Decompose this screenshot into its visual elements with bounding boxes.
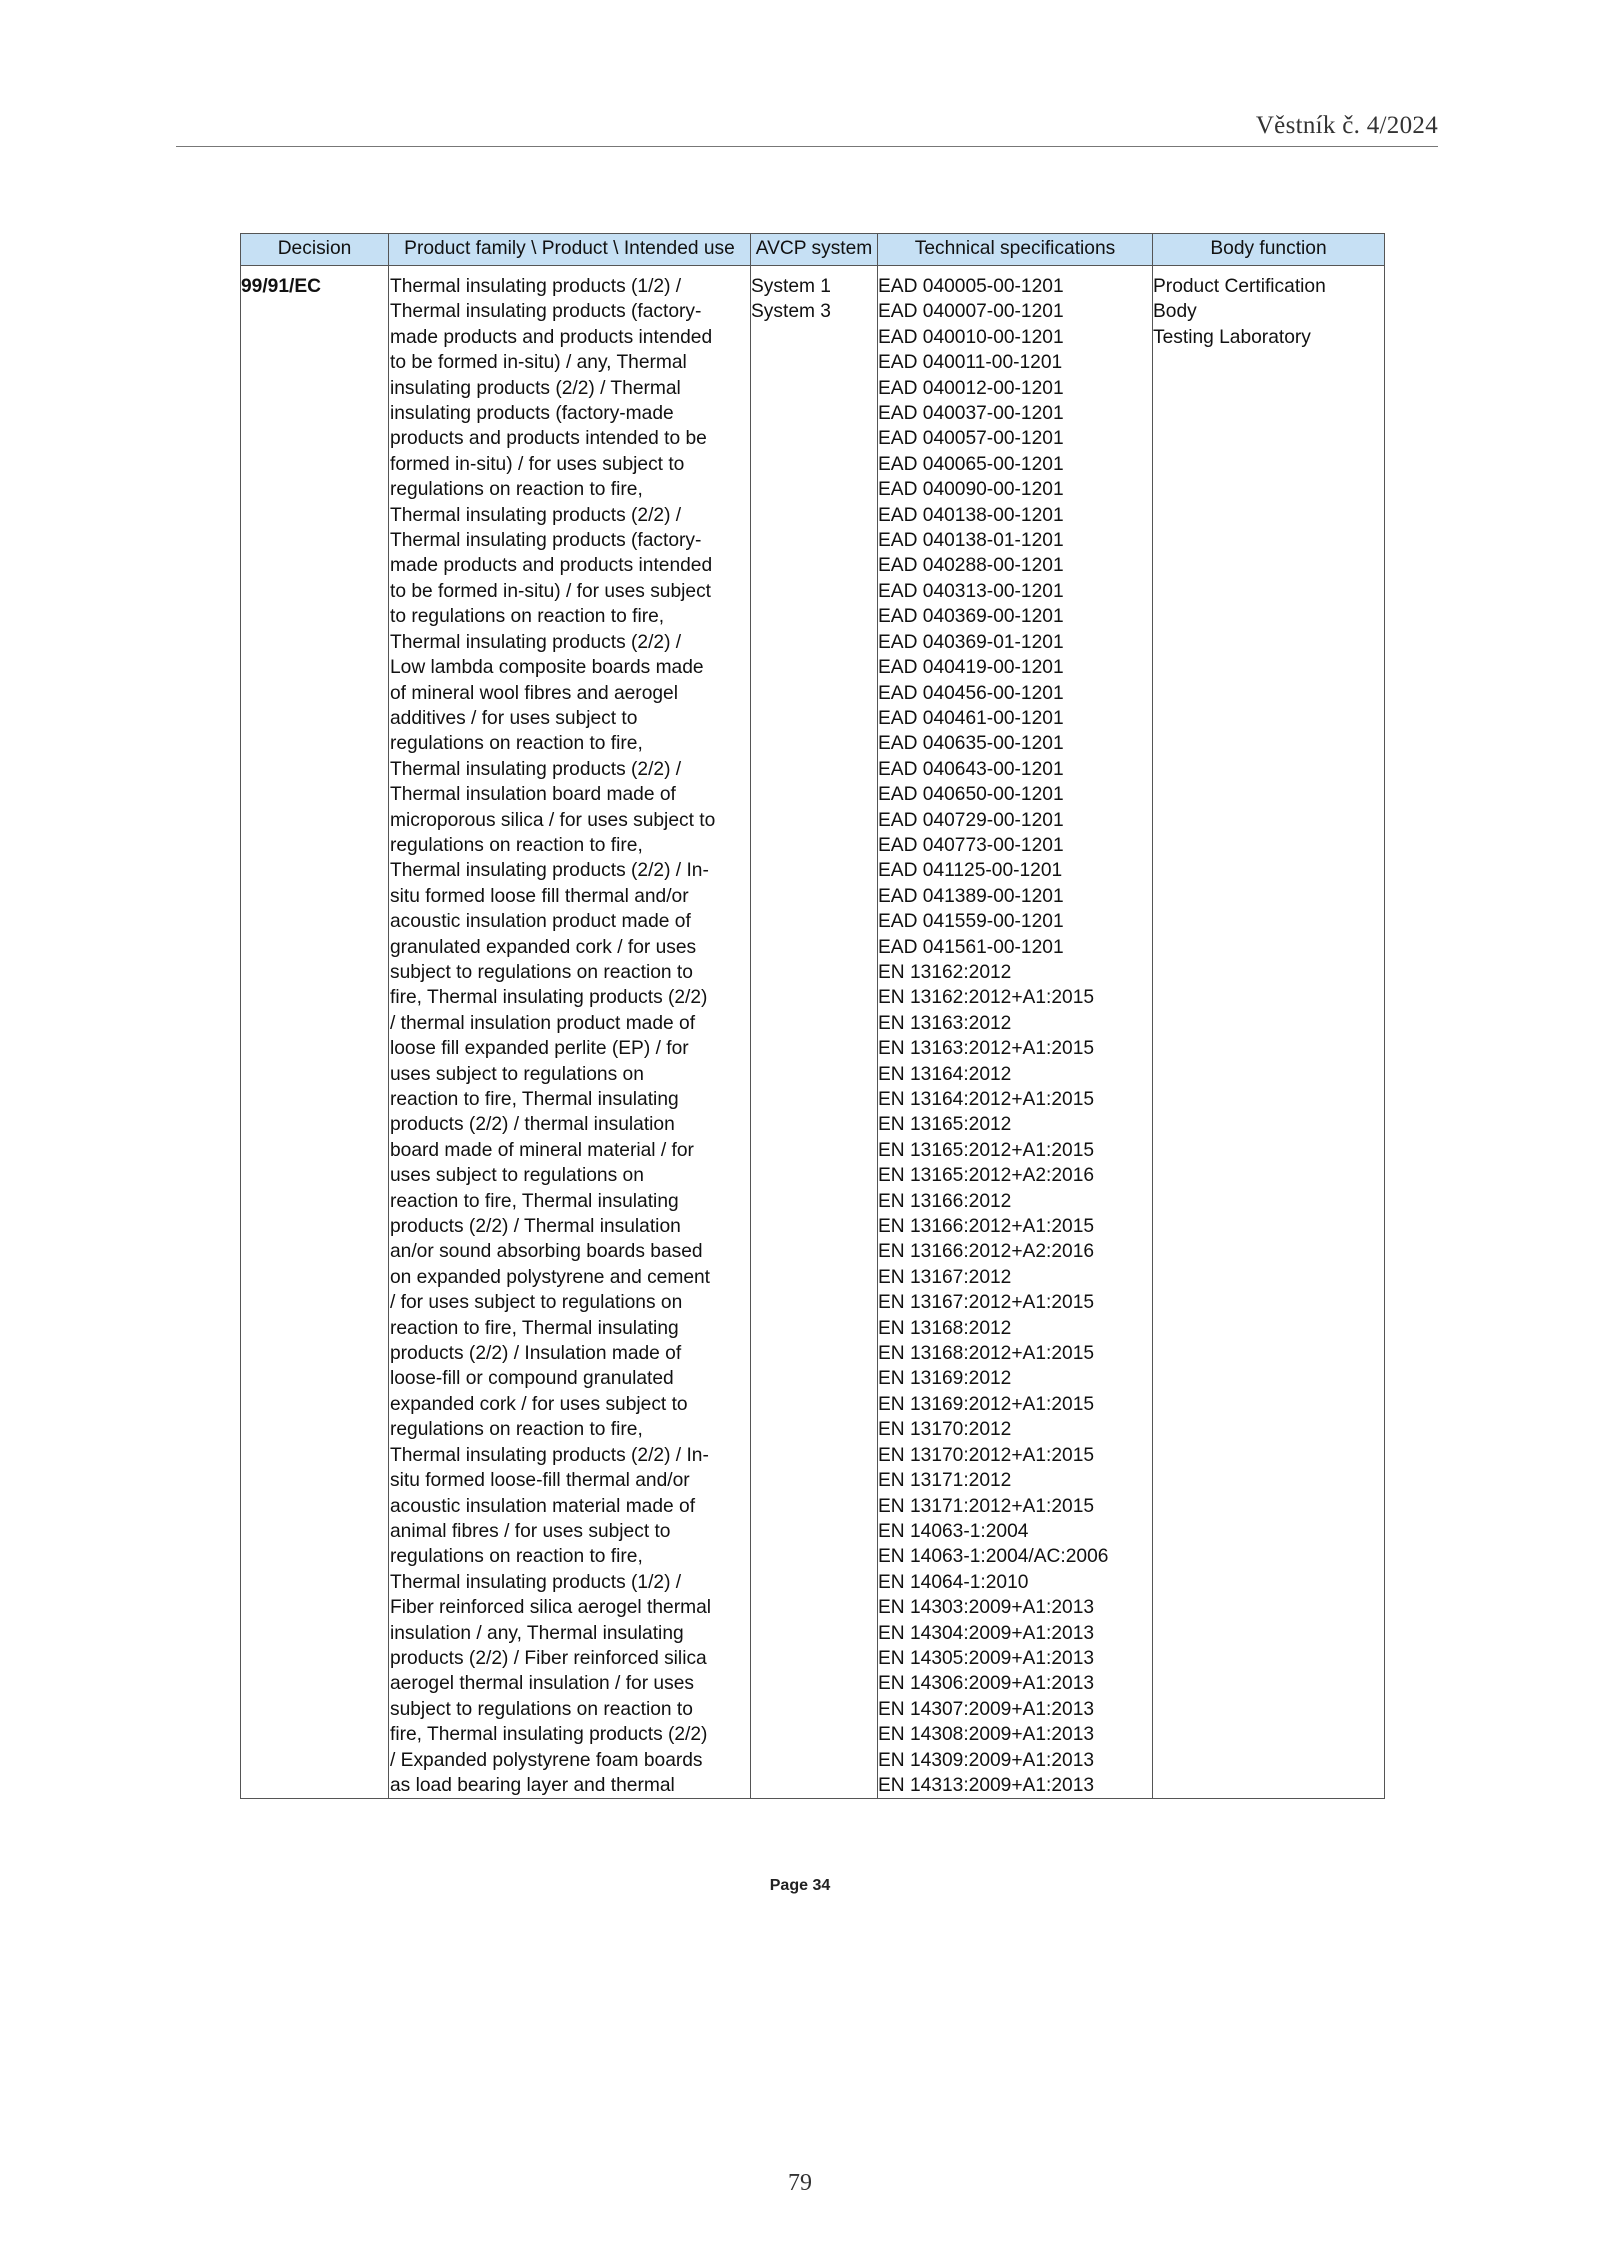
page-label: Page 34	[769, 1877, 831, 1894]
product-line: / Expanded polystyrene foam boards	[390, 1749, 703, 1771]
product-line: Fiber reinforced silica aerogel thermal	[390, 1597, 711, 1619]
spec-line: EAD 040065-00-1201	[878, 453, 1064, 475]
spec-line: EAD 040011-00-1201	[878, 352, 1063, 374]
product-line: made products and products intended	[390, 326, 713, 348]
product-line: loose fill expanded perlite (EP) / for	[390, 1038, 689, 1060]
spec-line: EN 14307:2009+A1:2013	[878, 1698, 1095, 1720]
decision-code: 99/91/EC	[241, 276, 322, 297]
product-line: subject to regulations on reaction to	[390, 1698, 693, 1720]
product-line: insulating products (2/2) / Thermal	[390, 377, 681, 399]
spec-line: EAD 041389-00-1201	[878, 885, 1064, 907]
spec-line: EN 13162:2012+A1:2015	[878, 987, 1095, 1009]
product-line: to regulations on reaction to fire,	[390, 606, 665, 628]
avcp-lines	[751, 274, 877, 325]
column-header-product: Product family \ Product \ Intended use	[389, 234, 751, 266]
product-line: regulations on reaction to fire,	[390, 733, 643, 755]
spacer-row	[241, 266, 1385, 275]
spec-line: EAD 040461-00-1201	[878, 707, 1064, 729]
product-line: of mineral wool fibres and aerogel	[390, 682, 678, 704]
product-line: reaction to fire, Thermal insulating	[390, 1317, 679, 1339]
spec-line: EAD 040005-00-1201	[878, 276, 1064, 297]
product-line: loose-fill or compound granulated	[390, 1368, 674, 1390]
product-line: situ formed loose-fill thermal and/or	[390, 1470, 690, 1492]
column-header-specs: Technical specifications	[878, 234, 1153, 266]
spec-line: EAD 040012-00-1201	[878, 377, 1064, 399]
product-line: situ formed loose fill thermal and/or	[390, 885, 689, 907]
spec-line: EN 14308:2009+A1:2013	[878, 1724, 1095, 1746]
spec-line: EN 13165:2012	[878, 1114, 1012, 1136]
column-header-avcp: AVCP system	[751, 234, 878, 266]
spec-lines	[878, 274, 1152, 1798]
product-line: fire, Thermal insulating products (2/2)	[390, 1724, 708, 1746]
page-number: 79	[788, 2170, 812, 2196]
spec-line: EAD 040773-00-1201	[878, 834, 1064, 856]
spec-line: EN 13170:2012+A1:2015	[878, 1444, 1095, 1466]
product-line: acoustic insulation product made of	[390, 911, 691, 933]
product-line: / thermal insulation product made of	[390, 1012, 696, 1034]
product-line: reaction to fire, Thermal insulating	[390, 1089, 679, 1110]
spec-line: EAD 040090-00-1201	[878, 479, 1064, 501]
product-line: Thermal insulating products (factory-	[390, 301, 702, 323]
product-line: Thermal insulating products (2/2) /	[390, 631, 682, 653]
spec-line: EN 13167:2012+A1:2015	[878, 1292, 1095, 1314]
spec-line: EAD 040010-00-1201	[878, 326, 1064, 348]
spec-line: EAD 041559-00-1201	[878, 911, 1064, 933]
spec-line: EN 13165:2012+A1:2015	[878, 1139, 1095, 1161]
product-line: Thermal insulating products (2/2) /	[390, 504, 682, 526]
spec-line: EN 13164:2012+A1:2015	[878, 1089, 1095, 1110]
spec-line: EN 13171:2012	[878, 1470, 1012, 1492]
product-line: regulations on reaction to fire,	[390, 1546, 643, 1568]
product-line: / for uses subject to regulations on	[390, 1292, 683, 1314]
spec-line: EN 13167:2012	[878, 1266, 1012, 1288]
spec-line: EAD 041561-00-1201	[878, 936, 1064, 958]
spec-line: EN 14063-1:2004/AC:2006	[878, 1546, 1109, 1568]
avcp-cell	[751, 274, 878, 1799]
spec-line: EN 13163:2012+A1:2015	[878, 1038, 1095, 1060]
spec-line: EAD 040650-00-1201	[878, 784, 1064, 806]
spec-line: EN 13166:2012	[878, 1190, 1012, 1212]
product-line: Thermal insulating products (factory-	[390, 530, 702, 552]
product-line: insulation / any, Thermal insulating	[390, 1622, 684, 1644]
spec-line: EAD 040138-01-1201	[878, 530, 1064, 552]
product-line: aerogel thermal insulation / for uses	[390, 1673, 694, 1695]
table-header-row	[241, 234, 1385, 266]
product-line: acoustic insulation material made of	[390, 1495, 696, 1517]
product-line: Low lambda composite boards made	[390, 657, 704, 679]
product-line: products (2/2) / Insulation made of	[390, 1343, 682, 1365]
column-header-body: Body function	[1153, 234, 1385, 266]
product-line: regulations on reaction to fire,	[390, 834, 643, 856]
spec-line: EAD 040057-00-1201	[878, 428, 1064, 450]
product-line: fire, Thermal insulating products (2/2)	[390, 987, 708, 1009]
spec-line: EN 13168:2012+A1:2015	[878, 1343, 1095, 1365]
product-line: Thermal insulating products (2/2) / In-	[390, 1444, 709, 1466]
product-line: to be formed in-situ) / for uses subject	[390, 580, 711, 602]
spec-line: EAD 040007-00-1201	[878, 301, 1064, 323]
product-line: additives / for uses subject to	[390, 707, 638, 729]
body-line: Testing Laboratory	[1153, 326, 1311, 348]
spec-line: EN 13163:2012	[878, 1012, 1012, 1034]
spec-line: EN 14303:2009+A1:2013	[878, 1597, 1095, 1619]
spec-line: EAD 040419-00-1201	[878, 657, 1064, 679]
spec-line: EAD 040635-00-1201	[878, 733, 1064, 755]
product-line: expanded cork / for uses subject to	[390, 1393, 688, 1415]
spec-line: EN 13166:2012+A1:2015	[878, 1216, 1095, 1238]
spec-line: EAD 040369-01-1201	[878, 631, 1064, 653]
product-line: Thermal insulating products (1/2) /	[390, 1571, 682, 1593]
spec-line: EN 13164:2012	[878, 1063, 1012, 1085]
product-line: Thermal insulating products (2/2) /	[390, 758, 682, 780]
body-lines	[1153, 274, 1384, 350]
body-line: Body	[1153, 301, 1197, 323]
product-line: to be formed in-situ) / any, Thermal	[390, 352, 687, 374]
product-lines	[390, 274, 750, 1798]
spec-line: EAD 040643-00-1201	[878, 758, 1064, 780]
product-cell	[389, 274, 751, 1799]
body-line: Product Certification	[1153, 276, 1326, 297]
body-cell	[1153, 274, 1385, 1799]
spec-line: EN 13171:2012+A1:2015	[878, 1495, 1095, 1517]
column-header-decision: Decision	[241, 234, 389, 266]
product-line: insulating products (factory-made	[390, 403, 674, 425]
product-line: regulations on reaction to fire,	[390, 479, 643, 501]
spec-line: EN 14305:2009+A1:2013	[878, 1647, 1095, 1669]
product-line: on expanded polystyrene and cement	[390, 1266, 711, 1288]
product-line: animal fibres / for uses subject to	[390, 1520, 671, 1542]
spec-line: EN 13166:2012+A2:2016	[878, 1241, 1095, 1263]
spec-line: EN 13165:2012+A2:2016	[878, 1165, 1095, 1187]
spec-line: EAD 041125-00-1201	[878, 860, 1063, 882]
journal-header	[176, 112, 1438, 147]
product-line: products (2/2) / Thermal insulation	[390, 1216, 681, 1238]
spec-line: EN 14304:2009+A1:2013	[878, 1622, 1095, 1644]
product-line: microporous silica / for uses subject to	[390, 809, 716, 831]
product-line: uses subject to regulations on	[390, 1165, 644, 1187]
spec-line: EN 13168:2012	[878, 1317, 1012, 1339]
product-line: formed in-situ) / for uses subject to	[390, 453, 685, 475]
spec-line: EAD 040288-00-1201	[878, 555, 1064, 577]
journal-title: Věstník č. 4/2024	[1255, 112, 1438, 139]
spec-line: EAD 040729-00-1201	[878, 809, 1064, 831]
product-line: Thermal insulating products (1/2) /	[390, 276, 682, 297]
spec-line: EN 13169:2012+A1:2015	[878, 1393, 1095, 1415]
specs-cell	[878, 274, 1153, 1799]
spec-line: EAD 040313-00-1201	[878, 580, 1064, 602]
spec-line: EN 14309:2009+A1:2013	[878, 1749, 1095, 1771]
spec-line: EAD 040138-00-1201	[878, 504, 1064, 526]
spec-line: EN 14306:2009+A1:2013	[878, 1673, 1095, 1695]
product-line: products and products intended to be	[390, 428, 707, 450]
product-line: granulated expanded cork / for uses	[390, 936, 697, 958]
spec-line: EN 13162:2012	[878, 961, 1012, 983]
certification-table	[240, 233, 1385, 1799]
product-line: an/or sound absorbing boards based	[390, 1241, 703, 1263]
spec-line: EN 13169:2012	[878, 1368, 1012, 1390]
product-line: products (2/2) / thermal insulation	[390, 1114, 675, 1136]
product-line: made products and products intended	[390, 555, 713, 577]
spec-line: EN 14313:2009+A1:2013	[878, 1774, 1095, 1796]
product-line: products (2/2) / Fiber reinforced silica	[390, 1647, 707, 1669]
decision-cell	[241, 274, 389, 1799]
product-line: Thermal insulation board made of	[390, 784, 676, 806]
product-line: uses subject to regulations on	[390, 1063, 644, 1085]
avcp-line: System 3	[751, 301, 831, 323]
avcp-line: System 1	[751, 276, 831, 297]
spec-line: EN 14063-1:2004	[878, 1520, 1029, 1542]
product-line: reaction to fire, Thermal insulating	[390, 1190, 679, 1212]
product-line: board made of mineral material / for	[390, 1139, 694, 1161]
product-line: as load bearing layer and thermal	[390, 1774, 675, 1796]
spec-line: EAD 040037-00-1201	[878, 403, 1064, 425]
spec-line: EN 14064-1:2010	[878, 1571, 1029, 1593]
spec-line: EN 13170:2012	[878, 1419, 1012, 1441]
table-row	[241, 274, 1385, 1799]
product-line: regulations on reaction to fire,	[390, 1419, 643, 1441]
spec-line: EAD 040456-00-1201	[878, 682, 1064, 704]
spec-line: EAD 040369-00-1201	[878, 606, 1064, 628]
product-line: subject to regulations on reaction to	[390, 961, 693, 983]
product-line: Thermal insulating products (2/2) / In-	[390, 860, 709, 882]
